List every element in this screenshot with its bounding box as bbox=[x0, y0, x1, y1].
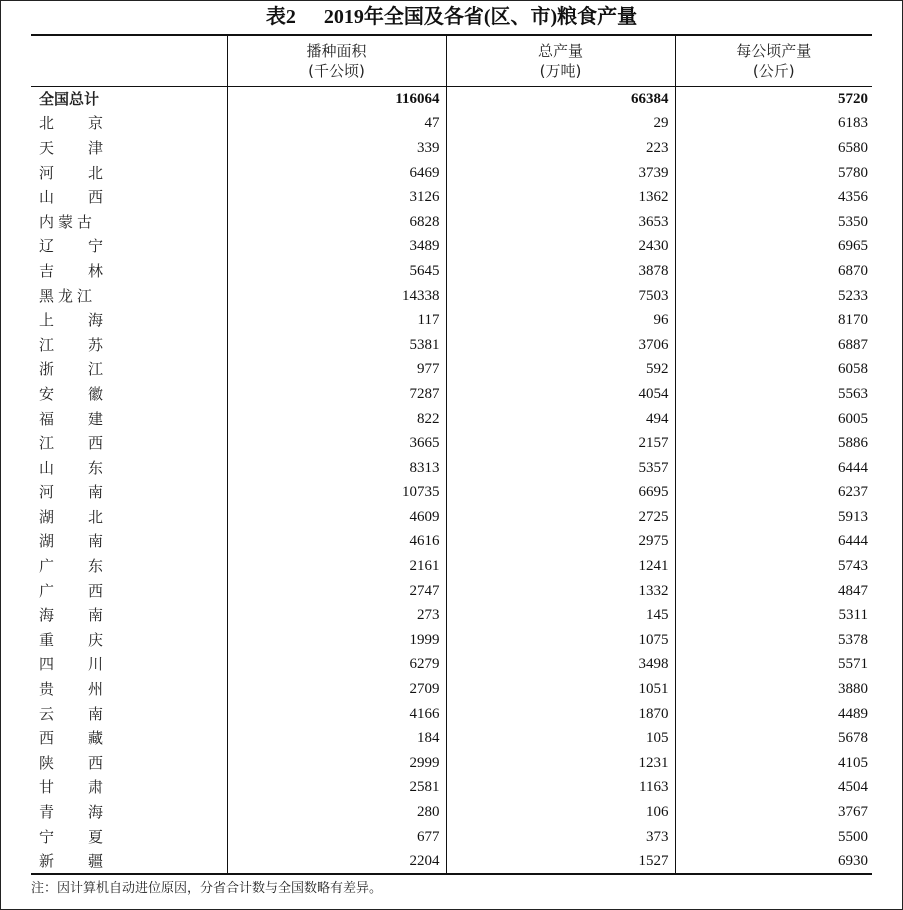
total-output-value: 2975 bbox=[446, 529, 675, 554]
table-row bbox=[31, 603, 872, 628]
region-name-text: 吉 林 bbox=[39, 261, 103, 280]
table-row bbox=[31, 652, 872, 677]
header-row bbox=[31, 35, 872, 87]
region-name-text: 上 海 bbox=[39, 311, 103, 330]
sown-area-value: 1999 bbox=[227, 628, 446, 653]
region-name-text: 内蒙古 bbox=[39, 212, 97, 231]
table-row bbox=[31, 701, 872, 726]
sown-area-value: 8313 bbox=[227, 455, 446, 480]
region-name-text: 江 苏 bbox=[39, 335, 103, 354]
sown-area-value: 2161 bbox=[227, 554, 446, 579]
total-output-value: 66384 bbox=[446, 87, 675, 112]
total-output-value: 592 bbox=[446, 357, 675, 382]
table-row bbox=[31, 111, 872, 136]
header-unit: (公斤) bbox=[752, 62, 795, 80]
region-name bbox=[31, 775, 227, 800]
total-output-value: 1231 bbox=[446, 751, 675, 776]
total-output-value: 3878 bbox=[446, 259, 675, 284]
sown-area-value: 5381 bbox=[227, 332, 446, 357]
header-yield-per-hectare bbox=[675, 35, 872, 87]
total-output-value: 105 bbox=[446, 726, 675, 751]
sown-area-value: 4616 bbox=[227, 529, 446, 554]
region-name bbox=[31, 406, 227, 431]
sown-area-value: 47 bbox=[227, 111, 446, 136]
region-name bbox=[31, 751, 227, 776]
table-row bbox=[31, 259, 872, 284]
total-output-value: 223 bbox=[446, 136, 675, 161]
region-name bbox=[31, 259, 227, 284]
region-name bbox=[31, 849, 227, 874]
region-name bbox=[31, 824, 227, 849]
yield-value: 6058 bbox=[675, 357, 872, 382]
table-row bbox=[31, 554, 872, 579]
total-output-value: 29 bbox=[446, 111, 675, 136]
total-output-value: 373 bbox=[446, 824, 675, 849]
region-name-text: 新 疆 bbox=[39, 851, 103, 870]
sown-area-value: 14338 bbox=[227, 283, 446, 308]
yield-value: 4356 bbox=[675, 185, 872, 210]
table-row bbox=[31, 628, 872, 653]
yield-value: 6887 bbox=[675, 332, 872, 357]
total-output-value: 106 bbox=[446, 800, 675, 825]
header-label: 播种面积 bbox=[306, 42, 367, 60]
region-name bbox=[31, 505, 227, 530]
sown-area-value: 339 bbox=[227, 136, 446, 161]
yield-value: 5913 bbox=[675, 505, 872, 530]
region-name-text: 安 徽 bbox=[39, 384, 103, 403]
yield-value: 6580 bbox=[675, 136, 872, 161]
sown-area-value: 117 bbox=[227, 308, 446, 333]
table-row bbox=[31, 726, 872, 751]
yield-value: 5311 bbox=[675, 603, 872, 628]
sown-area-value: 3665 bbox=[227, 431, 446, 456]
region-name bbox=[31, 480, 227, 505]
total-output-value: 1241 bbox=[446, 554, 675, 579]
table-row bbox=[31, 332, 872, 357]
grain-production-table bbox=[31, 34, 872, 875]
region-name-text: 黑龙江 bbox=[39, 286, 97, 305]
yield-value: 3767 bbox=[675, 800, 872, 825]
yield-value: 5350 bbox=[675, 209, 872, 234]
header-region bbox=[31, 35, 227, 87]
total-output-value: 7503 bbox=[446, 283, 675, 308]
yield-value: 5743 bbox=[675, 554, 872, 579]
region-name bbox=[31, 800, 227, 825]
total-output-value: 3706 bbox=[446, 332, 675, 357]
yield-value: 6870 bbox=[675, 259, 872, 284]
total-output-value: 1163 bbox=[446, 775, 675, 800]
total-output-value: 145 bbox=[446, 603, 675, 628]
region-name-text: 海 南 bbox=[39, 606, 103, 625]
header-unit: (万吨) bbox=[539, 62, 582, 80]
total-output-value: 1527 bbox=[446, 849, 675, 874]
yield-value: 5233 bbox=[675, 283, 872, 308]
region-name-text: 湖 南 bbox=[39, 532, 103, 551]
sown-area-value: 6828 bbox=[227, 209, 446, 234]
region-name bbox=[31, 628, 227, 653]
total-output-value: 2430 bbox=[446, 234, 675, 259]
region-name-text: 浙 江 bbox=[39, 360, 103, 379]
total-output-value: 6695 bbox=[446, 480, 675, 505]
yield-value: 5720 bbox=[675, 87, 872, 112]
sown-area-value: 2747 bbox=[227, 578, 446, 603]
region-name bbox=[31, 357, 227, 382]
region-name-text: 辽 宁 bbox=[39, 237, 103, 256]
yield-value: 6444 bbox=[675, 455, 872, 480]
region-name-text: 天 津 bbox=[39, 138, 103, 157]
total-output-value: 1332 bbox=[446, 578, 675, 603]
yield-value: 4489 bbox=[675, 701, 872, 726]
region-name-text: 广 西 bbox=[39, 581, 103, 600]
footnote: 注：因计算机自动进位原因，分省合计数与全国数略有差异。 bbox=[31, 881, 383, 896]
yield-value: 6965 bbox=[675, 234, 872, 259]
region-name-text: 江 西 bbox=[39, 434, 103, 453]
yield-value: 5571 bbox=[675, 652, 872, 677]
header-sown-area bbox=[227, 35, 446, 87]
table-row bbox=[31, 751, 872, 776]
table-row bbox=[31, 505, 872, 530]
region-name bbox=[31, 234, 227, 259]
sown-area-value: 2999 bbox=[227, 751, 446, 776]
region-name bbox=[31, 185, 227, 210]
yield-value: 5678 bbox=[675, 726, 872, 751]
region-name bbox=[31, 431, 227, 456]
table-row bbox=[31, 382, 872, 407]
yield-value: 5886 bbox=[675, 431, 872, 456]
table-row bbox=[31, 431, 872, 456]
yield-value: 4105 bbox=[675, 751, 872, 776]
sown-area-value: 3126 bbox=[227, 185, 446, 210]
sown-area-value: 2204 bbox=[227, 849, 446, 874]
table-row bbox=[31, 800, 872, 825]
region-name bbox=[31, 136, 227, 161]
region-name bbox=[31, 283, 227, 308]
total-output-value: 5357 bbox=[446, 455, 675, 480]
region-name-text: 云 南 bbox=[39, 704, 103, 723]
total-output-value: 2725 bbox=[446, 505, 675, 530]
region-name bbox=[31, 308, 227, 333]
region-name bbox=[31, 726, 227, 751]
yield-value: 8170 bbox=[675, 308, 872, 333]
region-name bbox=[31, 529, 227, 554]
yield-value: 4847 bbox=[675, 578, 872, 603]
yield-value: 6930 bbox=[675, 849, 872, 874]
region-name-text: 陕 西 bbox=[39, 753, 103, 772]
header-unit: (千公顷) bbox=[308, 62, 365, 80]
yield-value: 5378 bbox=[675, 628, 872, 653]
region-name bbox=[31, 554, 227, 579]
region-name-text: 福 建 bbox=[39, 409, 103, 428]
sown-area-value: 280 bbox=[227, 800, 446, 825]
sown-area-value: 7287 bbox=[227, 382, 446, 407]
sown-area-value: 116064 bbox=[227, 87, 446, 112]
table-row bbox=[31, 209, 872, 234]
table-row bbox=[31, 283, 872, 308]
table-row bbox=[31, 578, 872, 603]
table-title bbox=[0, 4, 903, 30]
region-name-text: 宁 夏 bbox=[39, 827, 103, 846]
region-name bbox=[31, 603, 227, 628]
yield-value: 6183 bbox=[675, 111, 872, 136]
total-output-value: 4054 bbox=[446, 382, 675, 407]
sown-area-value: 677 bbox=[227, 824, 446, 849]
total-output-value: 1051 bbox=[446, 677, 675, 702]
region-name-text: 河 北 bbox=[39, 163, 103, 182]
table-name: 2019年全国及各省(区、市)粮食产量 bbox=[323, 6, 638, 28]
region-name bbox=[31, 160, 227, 185]
region-name-text: 青 海 bbox=[39, 803, 103, 822]
region-name-text: 山 西 bbox=[39, 188, 103, 207]
region-name bbox=[31, 382, 227, 407]
total-output-value: 1362 bbox=[446, 185, 675, 210]
sown-area-value: 4166 bbox=[227, 701, 446, 726]
region-name-text: 广 东 bbox=[39, 557, 103, 576]
header-label: 每公顷产量 bbox=[736, 42, 812, 60]
region-name-text: 北 京 bbox=[39, 114, 103, 133]
region-name-text: 河 南 bbox=[39, 483, 103, 502]
table-row bbox=[31, 160, 872, 185]
sown-area-value: 5645 bbox=[227, 259, 446, 284]
region-name bbox=[31, 111, 227, 136]
table-row bbox=[31, 308, 872, 333]
sown-area-value: 184 bbox=[227, 726, 446, 751]
table-row bbox=[31, 136, 872, 161]
sown-area-value: 273 bbox=[227, 603, 446, 628]
table-row bbox=[31, 775, 872, 800]
total-output-value: 2157 bbox=[446, 431, 675, 456]
table-row bbox=[31, 455, 872, 480]
region-name bbox=[31, 652, 227, 677]
total-output-value: 1870 bbox=[446, 701, 675, 726]
table-row bbox=[31, 406, 872, 431]
yield-value: 6005 bbox=[675, 406, 872, 431]
sown-area-value: 977 bbox=[227, 357, 446, 382]
total-output-value: 3739 bbox=[446, 160, 675, 185]
region-name-text: 四 川 bbox=[39, 655, 103, 674]
header-total-output bbox=[446, 35, 675, 87]
sown-area-value: 6279 bbox=[227, 652, 446, 677]
sown-area-value: 2581 bbox=[227, 775, 446, 800]
region-name bbox=[31, 209, 227, 234]
region-name-text: 山 东 bbox=[39, 458, 103, 477]
table-row bbox=[31, 480, 872, 505]
region-name bbox=[31, 332, 227, 357]
total-row bbox=[31, 87, 872, 112]
region-name-text: 贵 州 bbox=[39, 680, 103, 699]
region-name bbox=[31, 677, 227, 702]
region-name-text: 甘 肃 bbox=[39, 778, 103, 797]
table-row bbox=[31, 849, 872, 874]
table-row bbox=[31, 824, 872, 849]
yield-value: 6444 bbox=[675, 529, 872, 554]
total-output-value: 96 bbox=[446, 308, 675, 333]
region-name-text: 重 庆 bbox=[39, 630, 103, 649]
sown-area-value: 822 bbox=[227, 406, 446, 431]
total-output-value: 1075 bbox=[446, 628, 675, 653]
yield-value: 4504 bbox=[675, 775, 872, 800]
header-label: 总产量 bbox=[537, 42, 583, 60]
total-output-value: 494 bbox=[446, 406, 675, 431]
table-row bbox=[31, 677, 872, 702]
sown-area-value: 3489 bbox=[227, 234, 446, 259]
sown-area-value: 6469 bbox=[227, 160, 446, 185]
region-name-text: 湖 北 bbox=[39, 507, 103, 526]
yield-value: 5780 bbox=[675, 160, 872, 185]
region-name bbox=[31, 578, 227, 603]
yield-value: 6237 bbox=[675, 480, 872, 505]
sown-area-value: 2709 bbox=[227, 677, 446, 702]
sown-area-value: 10735 bbox=[227, 480, 446, 505]
table-row bbox=[31, 185, 872, 210]
region-name bbox=[31, 701, 227, 726]
total-output-value: 3653 bbox=[446, 209, 675, 234]
yield-value: 3880 bbox=[675, 677, 872, 702]
table-number: 表2 bbox=[265, 6, 296, 28]
region-name bbox=[31, 455, 227, 480]
table-row bbox=[31, 357, 872, 382]
table-row bbox=[31, 529, 872, 554]
region-name: 全国总计 bbox=[39, 90, 100, 109]
table-row bbox=[31, 234, 872, 259]
sown-area-value: 4609 bbox=[227, 505, 446, 530]
yield-value: 5563 bbox=[675, 382, 872, 407]
total-output-value: 3498 bbox=[446, 652, 675, 677]
yield-value: 5500 bbox=[675, 824, 872, 849]
region-name-text: 西 藏 bbox=[39, 729, 103, 748]
